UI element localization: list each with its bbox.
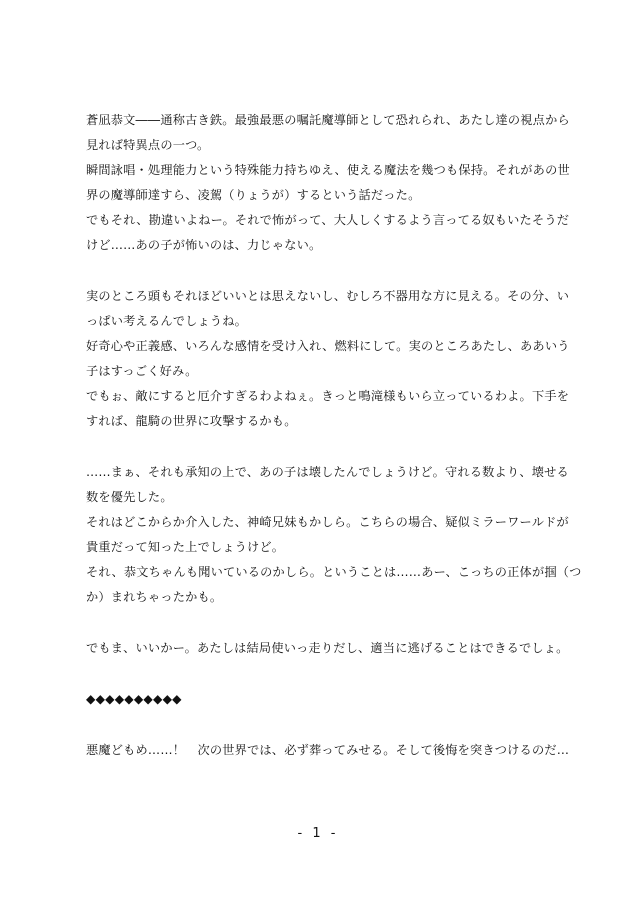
paragraph xyxy=(86,687,556,712)
text-line: 蒼凪恭文――通称古き鉄。最強最悪の嘱託魔導師として恐れられ、あたし達の視点から xyxy=(86,113,570,127)
text-line: 見れば特異点の一つ。 xyxy=(86,138,210,152)
text-line: ……まぁ、それも承知の上で、あの子は壊したんでしょうけど。守れる数より、壊せる xyxy=(86,465,569,479)
text-line: 界の魔導師達すら、凌駕（りょうが）するという話だった。 xyxy=(86,188,421,202)
paragraph xyxy=(86,158,570,208)
text-line: ◆◆◆◆◆◆◆◆◆◆ xyxy=(86,692,182,706)
paragraph xyxy=(86,510,569,560)
text-line: それ、恭文ちゃんも聞いているのかしら。ということは……あー、こっちの正体が掴（つ xyxy=(86,565,582,579)
paragraph xyxy=(86,334,570,384)
paragraph-gap xyxy=(86,661,556,687)
text-line: すれば、龍騎の世界に攻撃するかも。 xyxy=(86,414,297,428)
paragraph xyxy=(86,560,582,610)
text-line: でもぉ、敵にすると厄介すぎるわよねぇ。きっと鳴滝様もいら立っているわよ。下手を xyxy=(86,389,570,403)
paragraph xyxy=(86,384,570,434)
paragraph xyxy=(86,284,570,334)
paragraph-gap xyxy=(86,258,556,284)
paragraph xyxy=(86,108,570,158)
text-line: それはどこからか介入した、神崎兄妹もかしら。こちらの場合、疑似ミラーワールドが xyxy=(86,515,569,529)
paragraph xyxy=(86,460,569,510)
text-line: けど……あの子が怖いのは、力じゃない。 xyxy=(86,238,322,252)
paragraph-gap xyxy=(86,434,556,460)
body-text xyxy=(86,108,582,763)
text-line: 子はすっごく好み。 xyxy=(86,364,198,378)
text-line: 実のところ頭もそれほどいいとは思えないし、むしろ不器用な方に見える。その分、い xyxy=(86,289,570,303)
text-line: 数を優先した。 xyxy=(86,490,173,504)
text-line: でもま、いいかー。あたしは結局使いっ走りだし、適当に逃げることはできるでしょ。 xyxy=(86,641,569,655)
text-line: 好奇心や正義感、いろんな感情を受け入れ、燃料にして。実のところあたし、ああいう xyxy=(86,339,570,353)
paragraph-gap xyxy=(86,610,556,636)
text-line: でもそれ、勘違いよねー。それで怖がって、大人しくするよう言ってる奴もいたそうだ xyxy=(86,213,570,227)
paragraph xyxy=(86,636,569,661)
paragraph xyxy=(86,738,570,763)
paragraph-gap xyxy=(86,712,556,738)
text-line: か）まれちゃったかも。 xyxy=(86,590,223,604)
text-line: 瞬間詠唱・処理能力という特殊能力持ちゆえ、使える魔法を幾つも保持。それがあの世 xyxy=(86,163,570,177)
page-number: - 1 - xyxy=(297,826,339,841)
text-line: 悪魔どもめ……！ 次の世界では、必ず葬ってみせる。そして後悔を突きつけるのだ… xyxy=(86,743,570,757)
paragraph xyxy=(86,208,570,258)
text-line: っぱい考えるんでしょうね。 xyxy=(86,314,248,328)
text-line: 貴重だって知った上でしょうけど。 xyxy=(86,540,285,554)
